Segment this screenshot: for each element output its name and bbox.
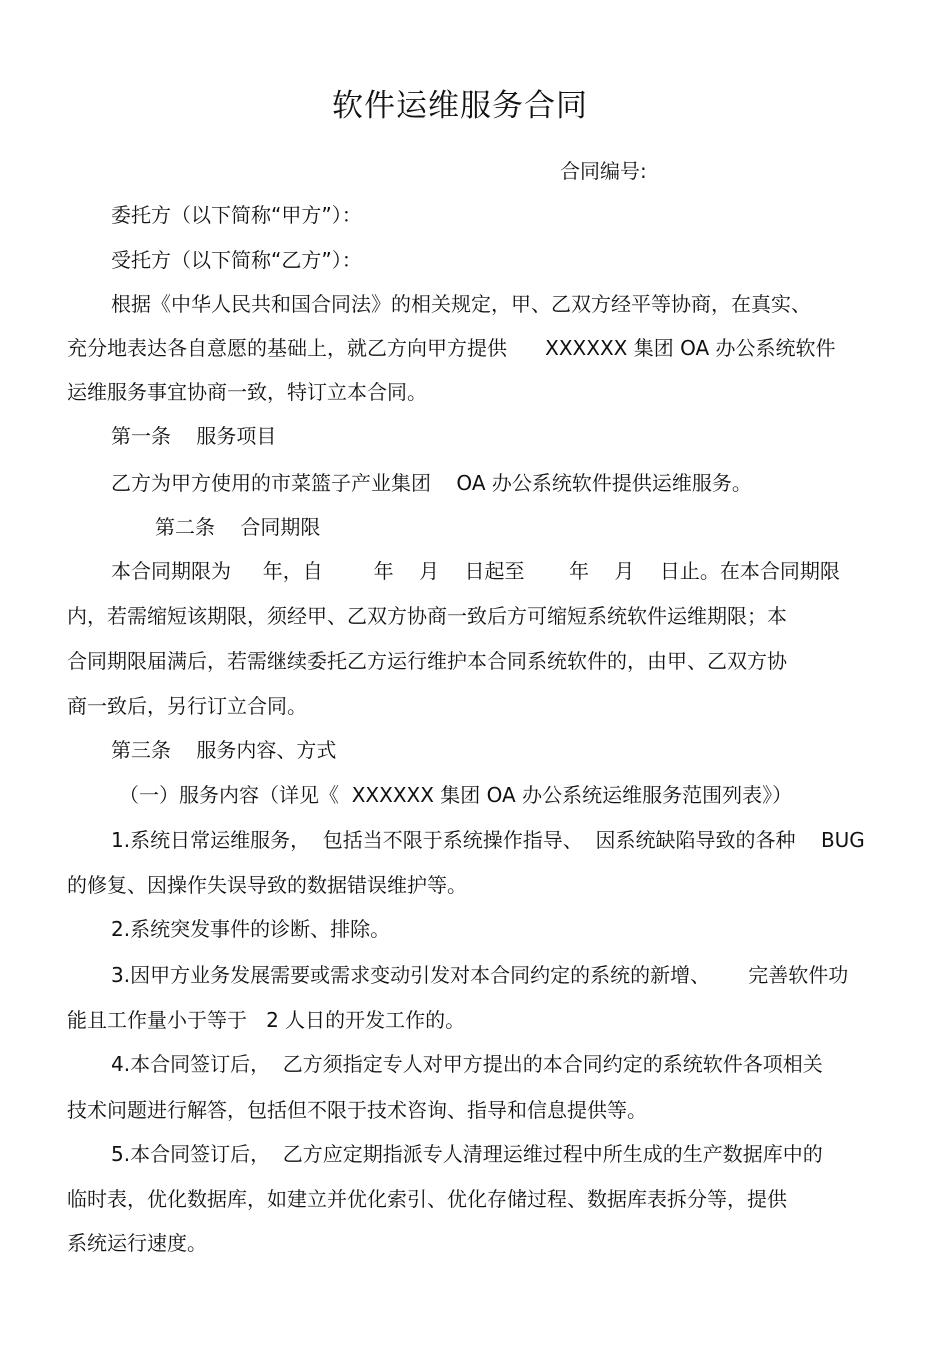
service-item-text: 系统运行速度。: [67, 1231, 207, 1255]
preamble-line: 根据《中华人民共和国合同法》的相关规定，甲、乙双方经平等协商，在真实、: [111, 292, 811, 316]
article-heading: 第二条 合同期限: [155, 515, 321, 539]
section-heading: （一）服务内容（详见《 XXXXXX 集团 OA 办公系统运维服务范围列表》）: [119, 783, 793, 807]
article-text: 内，若需缩短该期限，须经甲、乙双方协商一致后方可缩短系统软件运维期限；本: [67, 604, 787, 628]
service-item-text: 5.本合同签订后， 乙方应定期指派专人清理运维过程中所生成的生产数据库中的: [111, 1142, 823, 1166]
article-text: 合同期限届满后，若需继续委托乙方运行维护本合同系统软件的，由甲、乙双方协: [67, 649, 787, 673]
contract-number-label: 合同编号:: [560, 159, 647, 183]
service-item-text: 技术问题进行解答，包括但不限于技术咨询、指导和信息提供等。: [67, 1098, 647, 1122]
service-item-text: 4.本合同签订后， 乙方须指定专人对甲方提出的本合同约定的系统软件各项相关: [111, 1052, 823, 1076]
document-title: 软件运维服务合同: [332, 88, 588, 124]
service-item-text: 临时表，优化数据库，如建立并优化索引、优化存储过程、数据库表拆分等，提供: [67, 1187, 787, 1211]
article-heading: 第三条 服务内容、方式: [111, 738, 337, 762]
preamble-line: 运维服务事宜协商一致，特订立本合同。: [67, 380, 427, 404]
client-party-line: 委托方（以下简称“甲方”）：: [111, 203, 362, 227]
article-text: 本合同期限为 年，自 年 月 日起至 年 月 日止。在本合同期限: [111, 559, 840, 583]
service-item-text: 1.系统日常运维服务， 包括当不限于系统操作指导、 因系统缺陷导致的各种 BUG: [111, 828, 865, 852]
article-text: 乙方为甲方使用的市菜篮子产业集团 OA 办公系统软件提供运维服务。: [111, 471, 752, 495]
service-item-text: 2.系统突发事件的诊断、排除。: [111, 917, 391, 941]
article-text: 商一致后，另行订立合同。: [67, 694, 307, 718]
service-item-text: 能且工作量小于等于 2 人日的开发工作的。: [67, 1008, 466, 1032]
preamble-line: 充分地表达各自意愿的基础上，就乙方向甲方提供 XXXXXX 集团 OA 办公系统软件: [67, 336, 836, 360]
service-item-text: 3.因甲方业务发展需要或需求变动引发对本合同约定的系统的新增、 完善软件功: [111, 963, 849, 987]
article-heading: 第一条 服务项目: [111, 424, 277, 448]
service-item-text: 的修复、因操作失误导致的数据错误维护等。: [67, 873, 467, 897]
contractor-party-line: 受托方（以下简称“乙方”）：: [111, 248, 362, 272]
